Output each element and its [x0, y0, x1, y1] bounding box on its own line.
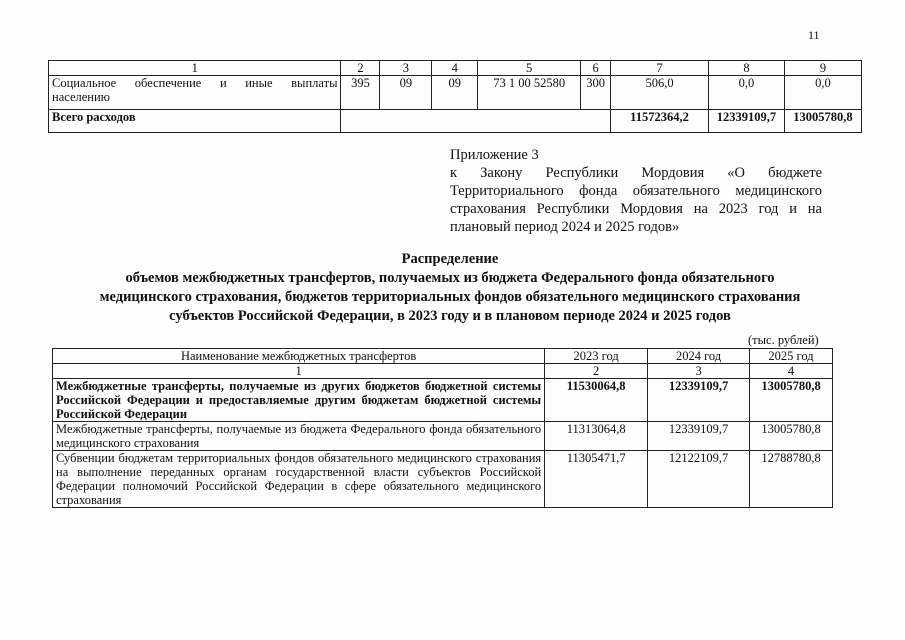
- document-title: [40, 250, 860, 326]
- total-row: [49, 110, 862, 133]
- table-row: [53, 422, 833, 451]
- table-row: [53, 379, 833, 422]
- row-name: Межбюджетные трансферты, получаемые из других бюджетов бюджетной системы Российской Федерации и предоставляемые другим бюджетам бюджетной системы Российской Федерации: [53, 379, 545, 422]
- column-number-row: [53, 364, 833, 379]
- header-cell: 2025 год: [750, 349, 833, 364]
- cell: 506,0: [611, 76, 709, 110]
- annex-line: страхования Республики Мордовия на 2023 год и на: [450, 201, 822, 217]
- transfers-table: [52, 348, 833, 508]
- cell: 0,0: [784, 76, 861, 110]
- header-cell: 7: [611, 61, 709, 76]
- column-number: 4: [750, 364, 833, 379]
- cell: 300: [581, 76, 611, 110]
- row-name: [49, 76, 341, 110]
- title-line: субъектов Российской Федерации, в 2023 году и в плановом периоде 2024 и 2025 годов: [169, 308, 731, 324]
- total-value: 11572364,2: [611, 110, 709, 133]
- cell: 12122109,7: [648, 451, 750, 508]
- page-number: 11: [808, 28, 820, 42]
- header-cell: Наименование межбюджетных трансфертов: [53, 349, 545, 364]
- header-cell: 2: [341, 61, 380, 76]
- header-cell: 6: [581, 61, 611, 76]
- header-cell: 3: [380, 61, 432, 76]
- row-name-line: Социальное обеспечение и иные выплаты: [52, 76, 338, 90]
- annex-line: Приложение 3: [450, 147, 539, 163]
- total-value: 13005780,8: [784, 110, 861, 133]
- title-line: Распределение: [401, 251, 499, 267]
- title-line: медицинского страхования, бюджетов территориальных фондов обязательного медицинского страхования: [99, 289, 801, 305]
- annex-heading: [450, 146, 822, 236]
- cell: 395: [341, 76, 380, 110]
- row-name: Субвенции бюджетам территориальных фондов обязательного медицинского страхования на выполнение переданных органам государственной власти субъектов Российской Федерации полномочий Российской Федерации в сфере обязательного медицинского страхования: [53, 451, 545, 508]
- header-cell: 2024 год: [648, 349, 750, 364]
- table-row: [53, 451, 833, 508]
- expenses-table: [48, 60, 862, 133]
- header-cell: 5: [478, 61, 581, 76]
- cell: 13005780,8: [750, 379, 833, 422]
- table-header-row: [49, 61, 862, 76]
- header-cell: 1: [49, 61, 341, 76]
- cell: 09: [380, 76, 432, 110]
- cell: 12339109,7: [648, 379, 750, 422]
- header-cell: 8: [708, 61, 784, 76]
- table-row: [49, 76, 862, 110]
- total-value: 12339109,7: [708, 110, 784, 133]
- annex-line: плановый период 2024 и 2025 годов»: [450, 219, 680, 235]
- cell: 12339109,7: [648, 422, 750, 451]
- annex-line: Территориального фонда обязательного медицинского: [450, 183, 822, 199]
- row-name: Межбюджетные трансферты, получаемые из бюджета Федерального фонда обязательного медицинского страхования: [53, 422, 545, 451]
- column-number: 3: [648, 364, 750, 379]
- empty-cell: [341, 110, 611, 133]
- cell: 13005780,8: [750, 422, 833, 451]
- row-name-line: населению: [52, 90, 110, 104]
- cell: 0,0: [708, 76, 784, 110]
- cell: 11530064,8: [545, 379, 648, 422]
- header-cell: 2023 год: [545, 349, 648, 364]
- cell: 11305471,7: [545, 451, 648, 508]
- column-number: 1: [53, 364, 545, 379]
- cell: 73 1 00 52580: [478, 76, 581, 110]
- total-label: Всего расходов: [49, 110, 341, 133]
- header-cell: 9: [784, 61, 861, 76]
- title-line: объемов межбюджетных трансфертов, получаемых из бюджета Федерального фонда обязательного: [125, 270, 775, 286]
- cell: 12788780,8: [750, 451, 833, 508]
- column-number: 2: [545, 364, 648, 379]
- annex-line: к Закону Республики Мордовия «О бюджете: [450, 165, 822, 181]
- units-label: (тыс. рублей): [748, 333, 819, 347]
- table-header-row: [53, 349, 833, 364]
- header-cell: 4: [432, 61, 478, 76]
- cell: 11313064,8: [545, 422, 648, 451]
- cell: 09: [432, 76, 478, 110]
